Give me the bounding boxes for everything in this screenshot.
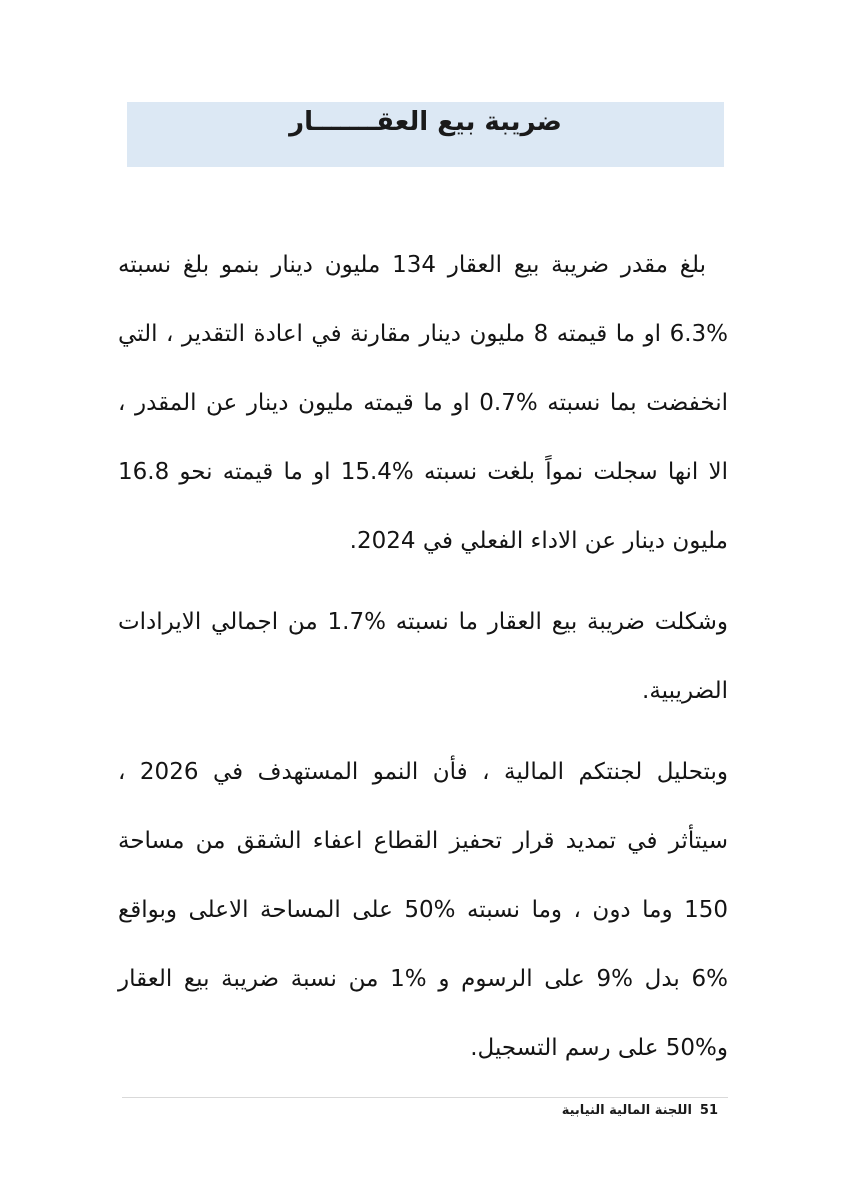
document-body bbox=[118, 231, 728, 1095]
page-number: 51 bbox=[699, 1103, 718, 1118]
page-title: ضريبة بيع العقـــــــار bbox=[289, 107, 562, 137]
footer-text bbox=[122, 1103, 728, 1118]
page-footer bbox=[122, 1097, 728, 1118]
body-paragraph-3: وبتحليل لجنتكم المالية ، فأن النمو المستهدف في 2026 ، سيتأثر في تمديد قرار تحفيز القطاع اعفاء الشقق من مساحة 150 وما دون ، وما نسبته %50 على المساحة الاعلى وبواقع %6 بدل %9 على الرسوم و %1 من نسبة ضريبة بيع العقار و%50 على رسم التسجيل. bbox=[118, 759, 729, 1061]
title-banner bbox=[127, 102, 724, 167]
footer-committee-label: اللجنة المالية النيابية bbox=[561, 1103, 692, 1118]
body-paragraph-1: بلغ مقدر ضريبة بيع العقار 134 مليون دينار بنمو بلغ نسبته %6.3 او ما قيمته 8 مليون دينار مقارنة في اعادة التقدير ، التي انخفضت بما نسبته %0.7 او ما قيمته مليون دينار عن المقدر ، الا انها سجلت نمواً بلغت نسبته %15.4 او ما قيمته نحو 16.8 مليون دينار عن الاداء الفعلي في 2024. bbox=[118, 252, 728, 554]
body-paragraph-2: وشكلت ضريبة بيع العقار ما نسبته %1.7 من اجمالي الايرادات الضريبية. bbox=[118, 609, 728, 704]
